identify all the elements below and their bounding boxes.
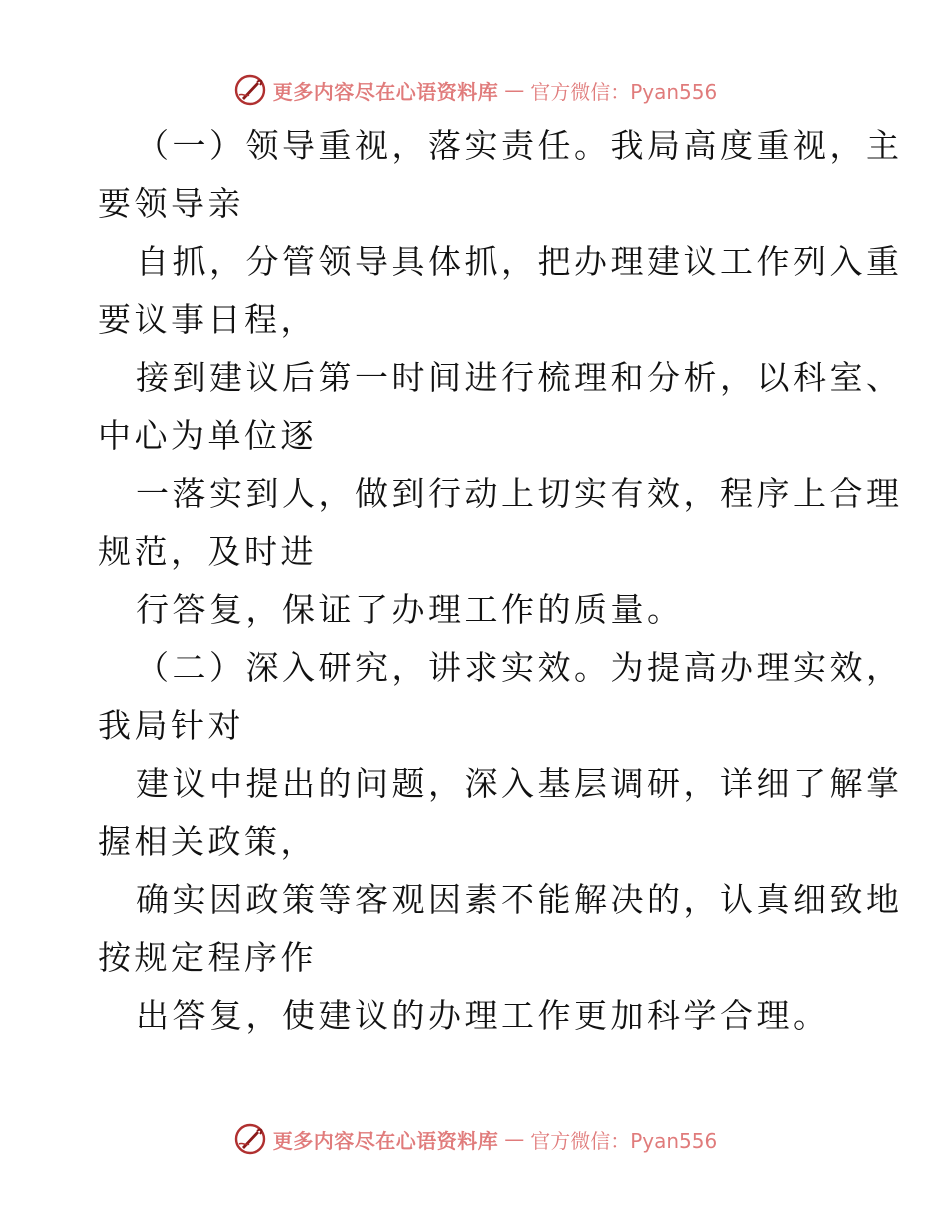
banner-main-text: 更多内容尽在心语资料库 [272,79,499,104]
body-line: 一落实到人，做到行动上切实有效，程序上合理 [136,474,903,513]
body-line: 我局针对 [98,706,244,745]
body-line: 自抓，分管领导具体抓，把办理建议工作列入重 [136,242,903,281]
banner-wechat-text: 官方微信：Pyan556 [530,1128,718,1153]
body-line: 出答复，使建议的办理工作更加科学合理。 [136,996,830,1035]
banner-wechat-text: 官方微信：Pyan556 [530,79,718,104]
footer-banner [0,1119,950,1159]
document-body [98,117,903,1045]
quill-pen-logo-icon [233,73,267,107]
body-line: （二）深入研究，讲求实效。为提高办理实效， [136,648,903,687]
body-line: 握相关政策， [98,822,317,861]
header-banner [0,70,950,110]
body-line: 按规定程序作 [98,938,317,977]
body-line: （一）领导重视，落实责任。我局高度重视，主 [136,126,903,165]
quill-pen-logo-icon [233,1122,267,1156]
body-line: 要领导亲 [98,184,244,223]
body-line: 中心为单位逐 [98,416,317,455]
banner-dash: — [504,1127,525,1151]
body-line: 建议中提出的问题，深入基层调研，详细了解掌 [136,764,903,803]
banner-main-text: 更多内容尽在心语资料库 [272,1128,499,1153]
body-line: 确实因政策等客观因素不能解决的，认真细致地 [136,880,903,919]
body-line: 要议事日程， [98,300,317,339]
banner-dash: — [504,78,525,102]
body-line: 行答复，保证了办理工作的质量。 [136,590,684,629]
body-line: 规范，及时进 [98,532,317,571]
body-line: 接到建议后第一时间进行梳理和分析，以科室、 [136,358,903,397]
